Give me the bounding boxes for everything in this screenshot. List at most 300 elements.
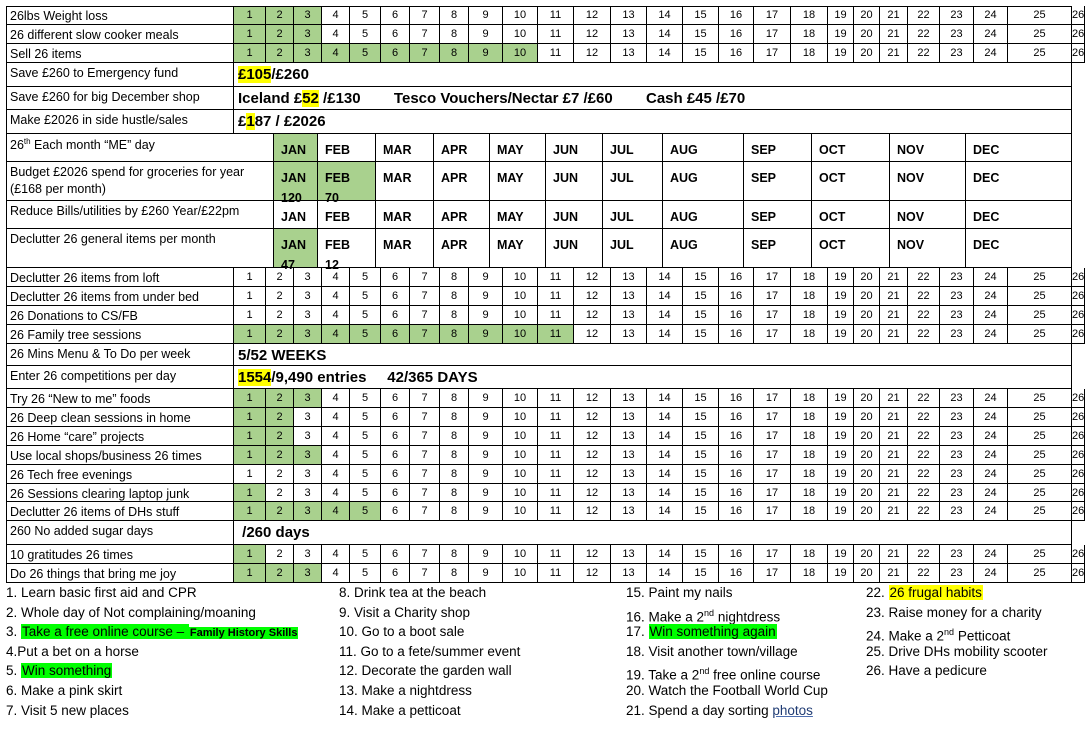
progress-cell[interactable]: 17 [754,446,791,465]
progress-cell[interactable]: 20 [854,465,880,484]
progress-cell[interactable]: 23 [940,564,974,583]
progress-cell[interactable]: 13 [611,427,647,446]
progress-cell[interactable]: 8 [440,268,469,287]
progress-cell[interactable]: 16 [719,564,754,583]
progress-cell[interactable]: 2 [266,268,294,287]
progress-cell[interactable]: 19 [828,408,854,427]
progress-cell[interactable]: 25 [1008,564,1072,583]
month-cell[interactable] [546,201,603,229]
progress-cell[interactable]: 4 [322,306,350,325]
progress-cell[interactable]: 7 [410,287,440,306]
progress-cell[interactable]: 5 [350,268,381,287]
progress-cell[interactable]: 22 [908,268,940,287]
progress-cell[interactable]: 11 [538,306,574,325]
progress-cell[interactable]: 7 [410,6,440,25]
progress-cell[interactable]: 13 [611,306,647,325]
progress-cell[interactable]: 5 [350,465,381,484]
progress-cell[interactable]: 4 [322,408,350,427]
progress-cell[interactable]: 11 [538,484,574,503]
progress-cell[interactable]: 19 [828,306,854,325]
progress-cell[interactable]: 20 [854,306,880,325]
progress-cell[interactable]: 21 [880,545,908,564]
progress-cell[interactable]: 26 [1072,389,1085,408]
progress-cell[interactable]: 16 [719,325,754,344]
progress-cell[interactable]: 18 [791,25,828,44]
progress-cell[interactable]: 15 [683,325,719,344]
progress-cell[interactable]: 19 [828,325,854,344]
progress-cell[interactable]: 24 [974,545,1008,564]
progress-cell[interactable]: 18 [791,408,828,427]
progress-cell[interactable]: 6 [381,306,410,325]
progress-cell[interactable]: 26 [1072,325,1085,344]
progress-cell[interactable]: 15 [683,408,719,427]
progress-cell[interactable]: 14 [647,25,683,44]
progress-cell[interactable]: 2 [266,484,294,503]
progress-cell[interactable]: 2 [266,465,294,484]
progress-cell[interactable]: 23 [940,6,974,25]
progress-cell[interactable]: 22 [908,502,940,521]
progress-cell[interactable]: 19 [828,427,854,446]
month-cell[interactable] [890,162,966,202]
progress-cell[interactable]: 4 [322,287,350,306]
progress-cell[interactable]: 7 [410,408,440,427]
progress-cell[interactable]: 9 [469,502,503,521]
progress-cell[interactable]: 1 [234,502,266,521]
progress-cell[interactable]: 14 [647,44,683,63]
progress-cell[interactable]: 11 [538,287,574,306]
progress-cell[interactable]: 17 [754,408,791,427]
progress-cell[interactable]: 13 [611,268,647,287]
progress-cell[interactable]: 5 [350,287,381,306]
progress-cell[interactable]: 25 [1008,446,1072,465]
progress-cell[interactable]: 14 [647,427,683,446]
progress-cell[interactable]: 17 [754,502,791,521]
progress-cell[interactable]: 12 [574,484,611,503]
progress-cell[interactable]: 22 [908,427,940,446]
progress-cell[interactable]: 10 [503,545,538,564]
month-cell[interactable] [490,134,546,161]
progress-cell[interactable]: 4 [322,6,350,25]
progress-cell[interactable]: 13 [611,325,647,344]
progress-cell[interactable]: 6 [381,287,410,306]
progress-cell[interactable]: 16 [719,389,754,408]
progress-cell[interactable]: 3 [294,287,322,306]
progress-cell[interactable]: 17 [754,268,791,287]
progress-cell[interactable]: 3 [294,465,322,484]
progress-cell[interactable]: 25 [1008,44,1072,63]
progress-cell[interactable]: 23 [940,484,974,503]
month-cell[interactable] [318,162,376,205]
progress-cell[interactable]: 13 [611,408,647,427]
progress-cell[interactable]: 20 [854,268,880,287]
progress-cell[interactable]: 9 [469,564,503,583]
progress-cell[interactable]: 18 [791,6,828,25]
progress-cell[interactable]: 24 [974,446,1008,465]
progress-cell[interactable]: 15 [683,268,719,287]
progress-cell[interactable]: 11 [538,545,574,564]
progress-cell[interactable]: 23 [940,427,974,446]
progress-cell[interactable]: 2 [266,564,294,583]
progress-cell[interactable]: 8 [440,306,469,325]
progress-cell[interactable]: 12 [574,427,611,446]
progress-cell[interactable]: 16 [719,545,754,564]
progress-cell[interactable]: 25 [1008,545,1072,564]
progress-cell[interactable]: 7 [410,25,440,44]
month-cell[interactable] [744,162,812,202]
progress-cell[interactable]: 1 [234,306,266,325]
progress-cell[interactable]: 11 [538,6,574,25]
month-cell[interactable] [546,134,603,161]
progress-cell[interactable]: 1 [234,268,266,287]
progress-cell[interactable]: 1 [234,408,266,427]
progress-cell[interactable]: 20 [854,408,880,427]
month-cell[interactable] [663,162,744,202]
progress-cell[interactable]: 17 [754,25,791,44]
progress-cell[interactable]: 20 [854,427,880,446]
progress-cell[interactable]: 8 [440,6,469,25]
progress-cell[interactable]: 9 [469,6,503,25]
month-cell[interactable] [490,229,546,267]
progress-cell[interactable]: 22 [908,25,940,44]
month-cell[interactable] [603,162,663,202]
progress-cell[interactable]: 3 [294,306,322,325]
progress-cell[interactable]: 21 [880,325,908,344]
progress-cell[interactable]: 14 [647,287,683,306]
progress-cell[interactable]: 6 [381,484,410,503]
progress-cell[interactable]: 6 [381,502,410,521]
progress-cell[interactable]: 6 [381,268,410,287]
progress-cell[interactable]: 18 [791,287,828,306]
progress-cell[interactable]: 12 [574,545,611,564]
month-cell[interactable] [274,134,318,161]
progress-cell[interactable]: 10 [503,484,538,503]
progress-cell[interactable]: 19 [828,6,854,25]
progress-cell[interactable]: 15 [683,6,719,25]
progress-cell[interactable]: 25 [1008,268,1072,287]
progress-cell[interactable]: 12 [574,306,611,325]
month-cell[interactable] [546,162,603,202]
progress-cell[interactable]: 22 [908,484,940,503]
progress-cell[interactable]: 9 [469,325,503,344]
progress-cell[interactable]: 5 [350,408,381,427]
progress-cell[interactable]: 1 [234,6,266,25]
progress-cell[interactable]: 18 [791,306,828,325]
progress-cell[interactable]: 18 [791,427,828,446]
progress-cell[interactable]: 18 [791,325,828,344]
progress-cell[interactable]: 10 [503,446,538,465]
progress-cell[interactable]: 21 [880,306,908,325]
progress-cell[interactable]: 1 [234,44,266,63]
progress-cell[interactable]: 9 [469,446,503,465]
progress-cell[interactable]: 24 [974,427,1008,446]
month-cell[interactable] [966,229,1072,267]
progress-cell[interactable]: 8 [440,44,469,63]
progress-cell[interactable]: 25 [1008,465,1072,484]
progress-cell[interactable]: 9 [469,287,503,306]
progress-cell[interactable]: 20 [854,484,880,503]
progress-cell[interactable]: 5 [350,44,381,63]
progress-cell[interactable]: 4 [322,25,350,44]
progress-cell[interactable]: 20 [854,325,880,344]
progress-cell[interactable]: 10 [503,325,538,344]
progress-cell[interactable]: 25 [1008,408,1072,427]
month-cell[interactable] [812,134,890,161]
progress-cell[interactable]: 3 [294,6,322,25]
progress-cell[interactable]: 21 [880,427,908,446]
progress-cell[interactable]: 14 [647,564,683,583]
progress-cell[interactable]: 23 [940,408,974,427]
progress-cell[interactable]: 8 [440,446,469,465]
progress-cell[interactable]: 26 [1072,465,1085,484]
progress-cell[interactable]: 25 [1008,325,1072,344]
progress-cell[interactable]: 1 [234,465,266,484]
progress-cell[interactable]: 5 [350,446,381,465]
progress-cell[interactable]: 11 [538,325,574,344]
progress-cell[interactable]: 7 [410,306,440,325]
month-cell[interactable] [890,229,966,267]
progress-cell[interactable]: 10 [503,408,538,427]
month-cell[interactable] [603,229,663,267]
progress-cell[interactable]: 19 [828,484,854,503]
month-cell[interactable] [603,201,663,229]
progress-cell[interactable]: 8 [440,427,469,446]
progress-cell[interactable]: 7 [410,502,440,521]
progress-cell[interactable]: 13 [611,389,647,408]
progress-cell[interactable]: 20 [854,44,880,63]
progress-cell[interactable]: 24 [974,484,1008,503]
progress-cell[interactable]: 6 [381,389,410,408]
progress-cell[interactable]: 21 [880,446,908,465]
progress-cell[interactable]: 23 [940,389,974,408]
progress-cell[interactable]: 4 [322,44,350,63]
progress-cell[interactable]: 5 [350,427,381,446]
progress-cell[interactable]: 7 [410,564,440,583]
progress-cell[interactable]: 17 [754,427,791,446]
progress-cell[interactable]: 9 [469,408,503,427]
list-item-text[interactable]: photos [772,702,813,718]
progress-cell[interactable]: 18 [791,268,828,287]
progress-cell[interactable]: 26 [1072,6,1085,25]
progress-cell[interactable]: 15 [683,484,719,503]
progress-cell[interactable]: 11 [538,389,574,408]
month-cell[interactable] [663,201,744,229]
month-cell[interactable] [274,201,318,229]
progress-cell[interactable]: 3 [294,389,322,408]
progress-cell[interactable]: 9 [469,427,503,446]
month-cell[interactable] [434,201,490,229]
progress-cell[interactable]: 26 [1072,268,1085,287]
progress-cell[interactable]: 10 [503,306,538,325]
progress-cell[interactable]: 9 [469,389,503,408]
progress-cell[interactable]: 18 [791,465,828,484]
progress-cell[interactable]: 19 [828,502,854,521]
progress-cell[interactable]: 6 [381,25,410,44]
progress-cell[interactable]: 13 [611,502,647,521]
progress-cell[interactable]: 3 [294,545,322,564]
progress-cell[interactable]: 1 [234,325,266,344]
progress-cell[interactable]: 15 [683,25,719,44]
progress-cell[interactable]: 7 [410,446,440,465]
progress-cell[interactable]: 16 [719,446,754,465]
progress-cell[interactable]: 25 [1008,484,1072,503]
progress-cell[interactable]: 24 [974,287,1008,306]
progress-cell[interactable]: 23 [940,502,974,521]
progress-cell[interactable]: 4 [322,325,350,344]
progress-cell[interactable]: 21 [880,465,908,484]
progress-cell[interactable]: 9 [469,25,503,44]
progress-cell[interactable]: 13 [611,545,647,564]
progress-cell[interactable]: 2 [266,446,294,465]
month-cell[interactable] [812,229,890,267]
progress-cell[interactable]: 8 [440,465,469,484]
progress-cell[interactable]: 1 [234,427,266,446]
progress-cell[interactable]: 1 [234,484,266,503]
progress-cell[interactable]: 5 [350,25,381,44]
progress-cell[interactable]: 12 [574,268,611,287]
month-cell[interactable] [744,229,812,267]
progress-cell[interactable]: 13 [611,446,647,465]
progress-cell[interactable]: 24 [974,268,1008,287]
progress-cell[interactable]: 24 [974,408,1008,427]
progress-cell[interactable]: 22 [908,545,940,564]
progress-cell[interactable]: 14 [647,446,683,465]
progress-cell[interactable]: 5 [350,306,381,325]
progress-cell[interactable]: 14 [647,389,683,408]
progress-cell[interactable]: 18 [791,545,828,564]
progress-cell[interactable]: 26 [1072,25,1085,44]
progress-cell[interactable]: 25 [1008,6,1072,25]
progress-cell[interactable]: 15 [683,564,719,583]
progress-cell[interactable]: 23 [940,268,974,287]
progress-cell[interactable]: 13 [611,25,647,44]
progress-cell[interactable]: 4 [322,545,350,564]
progress-cell[interactable]: 2 [266,306,294,325]
progress-cell[interactable]: 2 [266,6,294,25]
progress-cell[interactable]: 11 [538,465,574,484]
progress-cell[interactable]: 6 [381,408,410,427]
progress-cell[interactable]: 23 [940,44,974,63]
progress-cell[interactable]: 12 [574,408,611,427]
progress-cell[interactable]: 10 [503,25,538,44]
progress-cell[interactable]: 22 [908,325,940,344]
month-cell[interactable] [376,162,434,202]
progress-cell[interactable]: 26 [1072,484,1085,503]
progress-cell[interactable]: 8 [440,287,469,306]
progress-cell[interactable]: 9 [469,44,503,63]
month-cell[interactable] [966,162,1072,202]
progress-cell[interactable]: 26 [1072,306,1085,325]
progress-cell[interactable]: 17 [754,325,791,344]
progress-cell[interactable]: 11 [538,502,574,521]
month-cell[interactable] [603,134,663,161]
progress-cell[interactable]: 2 [266,502,294,521]
month-cell[interactable] [376,134,434,161]
progress-cell[interactable]: 16 [719,427,754,446]
progress-cell[interactable]: 11 [538,268,574,287]
progress-cell[interactable]: 1 [234,287,266,306]
progress-cell[interactable]: 14 [647,6,683,25]
progress-cell[interactable]: 25 [1008,389,1072,408]
progress-cell[interactable]: 15 [683,306,719,325]
progress-cell[interactable]: 14 [647,502,683,521]
progress-cell[interactable]: 16 [719,502,754,521]
progress-cell[interactable]: 12 [574,502,611,521]
progress-cell[interactable]: 19 [828,25,854,44]
progress-cell[interactable]: 8 [440,389,469,408]
progress-cell[interactable]: 23 [940,325,974,344]
progress-cell[interactable]: 11 [538,564,574,583]
progress-cell[interactable]: 21 [880,6,908,25]
progress-cell[interactable]: 20 [854,6,880,25]
progress-cell[interactable]: 3 [294,502,322,521]
progress-cell[interactable]: 13 [611,44,647,63]
progress-cell[interactable]: 10 [503,427,538,446]
progress-cell[interactable]: 14 [647,306,683,325]
progress-cell[interactable]: 19 [828,287,854,306]
month-cell[interactable] [274,229,318,273]
progress-cell[interactable]: 22 [908,6,940,25]
progress-cell[interactable]: 2 [266,44,294,63]
progress-cell[interactable]: 20 [854,502,880,521]
progress-cell[interactable]: 4 [322,446,350,465]
progress-cell[interactable]: 15 [683,545,719,564]
progress-cell[interactable]: 16 [719,268,754,287]
progress-cell[interactable]: 15 [683,465,719,484]
progress-cell[interactable]: 21 [880,502,908,521]
month-cell[interactable] [318,201,376,229]
progress-cell[interactable]: 21 [880,44,908,63]
progress-cell[interactable]: 11 [538,25,574,44]
progress-cell[interactable]: 23 [940,306,974,325]
progress-cell[interactable]: 14 [647,484,683,503]
progress-cell[interactable]: 3 [294,44,322,63]
progress-cell[interactable]: 3 [294,427,322,446]
progress-cell[interactable]: 6 [381,545,410,564]
progress-cell[interactable]: 3 [294,484,322,503]
progress-cell[interactable]: 2 [266,545,294,564]
progress-cell[interactable]: 4 [322,564,350,583]
progress-cell[interactable]: 26 [1072,427,1085,446]
progress-cell[interactable]: 13 [611,484,647,503]
progress-cell[interactable]: 18 [791,44,828,63]
progress-cell[interactable]: 25 [1008,502,1072,521]
progress-cell[interactable]: 10 [503,268,538,287]
month-cell[interactable] [274,162,318,205]
progress-cell[interactable]: 21 [880,408,908,427]
progress-cell[interactable]: 6 [381,325,410,344]
month-cell[interactable] [812,162,890,202]
progress-cell[interactable]: 17 [754,44,791,63]
progress-cell[interactable]: 13 [611,6,647,25]
progress-cell[interactable]: 5 [350,545,381,564]
progress-cell[interactable]: 5 [350,564,381,583]
progress-cell[interactable]: 12 [574,325,611,344]
progress-cell[interactable]: 26 [1072,545,1085,564]
progress-cell[interactable]: 13 [611,465,647,484]
progress-cell[interactable]: 7 [410,484,440,503]
progress-cell[interactable]: 26 [1072,564,1085,583]
progress-cell[interactable]: 25 [1008,427,1072,446]
progress-cell[interactable]: 20 [854,389,880,408]
progress-cell[interactable]: 5 [350,389,381,408]
progress-cell[interactable]: 18 [791,502,828,521]
progress-cell[interactable]: 17 [754,6,791,25]
progress-cell[interactable]: 18 [791,389,828,408]
progress-cell[interactable]: 8 [440,408,469,427]
progress-cell[interactable]: 14 [647,545,683,564]
progress-cell[interactable]: 16 [719,306,754,325]
progress-cell[interactable]: 23 [940,287,974,306]
